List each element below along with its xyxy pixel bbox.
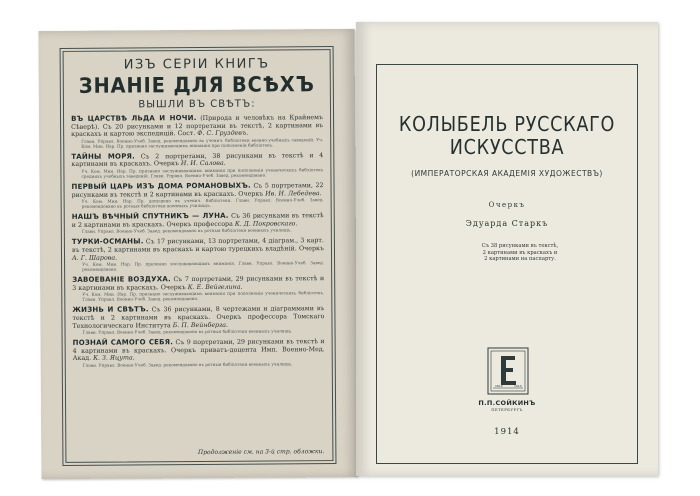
book-entry (72, 275, 324, 302)
book-author: А. Г. Шарова. (71, 254, 118, 262)
series-published-label: ВЫШЛИ ВЪ СВѢТЪ: (138, 98, 256, 111)
book-main-title (393, 113, 622, 159)
book-title: ПОЗНАЙ САМОГО СЕБЯ. (72, 338, 174, 347)
publisher-emblem-icon (487, 347, 529, 395)
book-entry (73, 338, 325, 368)
book-description: (Природа и человѣкъ на Крайнемъ Сѣверѣ). Съ 20 рисунками и 12 портретами въ текстѣ, 2 картинами въ краскахъ и картою экспедицій. Сост. (71, 114, 324, 139)
illustrations-line: 2 картинами на паспарту. (484, 256, 556, 263)
book-entry (72, 237, 324, 272)
book-title-line-2: ИСКУССТВА (449, 135, 565, 159)
book-entry (72, 305, 324, 335)
book-approval-note: Главн. Управл. Военно-Учеб. Завед. рекомендовано въ ученич. библіотеки военно-учебныхъ заведеній. Уч. Ком. Мин. Нар. Пр. признано заслуживающимъ вниманія при пополненіи библіотекъ. (81, 136, 324, 149)
book-description: Съ 2 портретами, 38 рисунками въ текстѣ и 4 картинами въ краскахъ. Очеркъ (71, 151, 324, 169)
book-description: Съ 17 рисунками, 13 портретами, 4 діаграм., 3 карт. въ текстѣ, 2 картинами въ краскахъ и картою турецкихъ владѣній. Очеркъ (71, 237, 324, 254)
series-intro: ИЗЪ СЕРІИ КНИГЪ (123, 56, 270, 73)
book-author: К. Е. Вейгелина. (187, 283, 243, 291)
book-title: ТУРКИ-ОСМАНЫ. (71, 237, 144, 247)
emblem-year-right: 1910 (514, 384, 522, 388)
book-entry (71, 152, 323, 179)
book-title: ЗАВОЕВАНІЕ ВОЗДУХА. (72, 275, 171, 285)
continued-note: Продолженіе см. на 3-й стр. обложки. (197, 448, 325, 457)
back-cover-page (38, 29, 357, 479)
book-approval-note: Главн. Управл. Военно-Учеб. Завед. рекомендовано въ ротныя библіотеки военныхъ училищъ. (82, 361, 293, 368)
book-author: К. Д. Покровскаго. (234, 220, 298, 228)
book-author: К. З. Яцута. (93, 354, 135, 363)
book-description: Съ 5 портретами, 22 рисунками въ текстѣ и 2 картинами въ краскахъ. Очеркъ (71, 182, 324, 199)
book-title: ВЪ ЦАРСТВѢ ЛЬДА И НОЧИ. (71, 114, 197, 123)
author-name: Эдуарда Старкъ (465, 219, 549, 228)
book-list (71, 114, 325, 373)
emblem-year-left: 1810 (495, 384, 503, 388)
book-description: Съ 7 портретами, 29 рисунками въ текстѣ и 3 картинами въ краскахъ. Очеркъ (72, 275, 325, 292)
book-title: ЖИЗНЬ И СВѢТЪ. (72, 305, 149, 315)
book-title: ПЕРВЫЙ ЦАРЬ ИЗЪ ДОМА РОМАНОВЫХЪ. (71, 181, 251, 191)
book-description: Съ 9 портретами, 29 рисунками въ текстѣ и 4 картинами въ краскахъ. Очеркъ приватъ-доцента Имп. Военно-Мед. Акад. (72, 338, 325, 363)
book-author: И. И. Салова. (180, 160, 226, 168)
back-cover-frame (63, 49, 334, 463)
book-approval-note: Главн. Управл. Военно-Учеб. Завед. рекомендовано въ ротныя библіотеки военныхъ училищъ. (81, 227, 292, 235)
publisher-name: П.П.СОЙКИНЪ (478, 399, 536, 407)
essay-label: Очеркъ (488, 201, 526, 209)
book-author: Ф. С. Груздевъ. (197, 129, 249, 138)
book-title-line-1: КОЛЫБЕЛЬ РУССКАГО (398, 112, 616, 136)
book-author: Ив. И. Лебедева. (265, 189, 322, 198)
publication-year: 1914 (494, 427, 520, 437)
book-entry (72, 182, 324, 209)
illustrations-note (465, 243, 575, 263)
book-approval-note: Уч. Ком. Мин. Нар. Пр. допущено въ ученич. библіотеки. Главн. Управл. Военно-Учеб. Завед. рекомендовано въ ротныя библіотеки военныхъ училищъ. (81, 197, 324, 209)
series-title: ЗНАНІЕ ДЛЯ ВСѢХЪ (78, 72, 315, 98)
book-approval-note: Главн. Управл. Военно-Учеб. Завед. рекомендовано въ ротныя библіотеки военныхъ училищъ. (82, 328, 293, 335)
book-title: НАШЪ ВѢЧНЫЙ СПУТНИКЪ — ЛУНА. (71, 211, 229, 222)
book-entry (71, 114, 323, 149)
book-approval-note: Уч. Ком. Мин. Нар. Пр. признано заслуживающимъ вниманія при пополненіи ученическихъ библіотекъ среднихъ учебныхъ заведеній. Главн. Управл. Военно-Учеб. Завед. рекомендовано. (81, 167, 324, 179)
publisher-city: ПЕТЕРБУРГЪ (491, 407, 523, 412)
title-page (356, 22, 658, 476)
book-approval-note: Уч. Ком. Мин. Нар. Пр. признано заслуживающимъ вниманія при пополненіи ученическихъ библіотекъ. Главн. Управл. Военно-Учеб. Завед. рекомендовано. (82, 290, 325, 303)
book-approval-note: Уч. Ком. Мин. Нар. Пр. признано заслуживающимъ вниманія. Главн. Управл. Военно-Учеб. Завед. рекомендовано. (82, 260, 325, 272)
illustrations-line: 2 картинами въ краскахъ и (482, 249, 558, 256)
book-entry (72, 212, 324, 234)
illustrations-line: Съ 38 рисунками въ текстѣ, (481, 243, 559, 249)
title-page-frame (376, 64, 638, 464)
book-description: Съ 36 рисунками въ текстѣ и 2 картинами въ краскахъ. Очеркъ профессора (71, 212, 324, 229)
book-author: Б. П. Вейнберга. (172, 321, 229, 329)
book-subtitle: (ИМПЕРАТОРСКАЯ АКАДЕМІЯ ХУДОЖЕСТВЪ) (411, 169, 603, 178)
book-title: ТАЙНЫ МОРЯ. (71, 152, 135, 161)
book-description: Съ 36 рисунками, 8 чертежами и діаграммами въ текстѣ и 2 картинами въ краскахъ. Очеркъ профессора Томскаго Технологическаго Института (72, 305, 325, 330)
